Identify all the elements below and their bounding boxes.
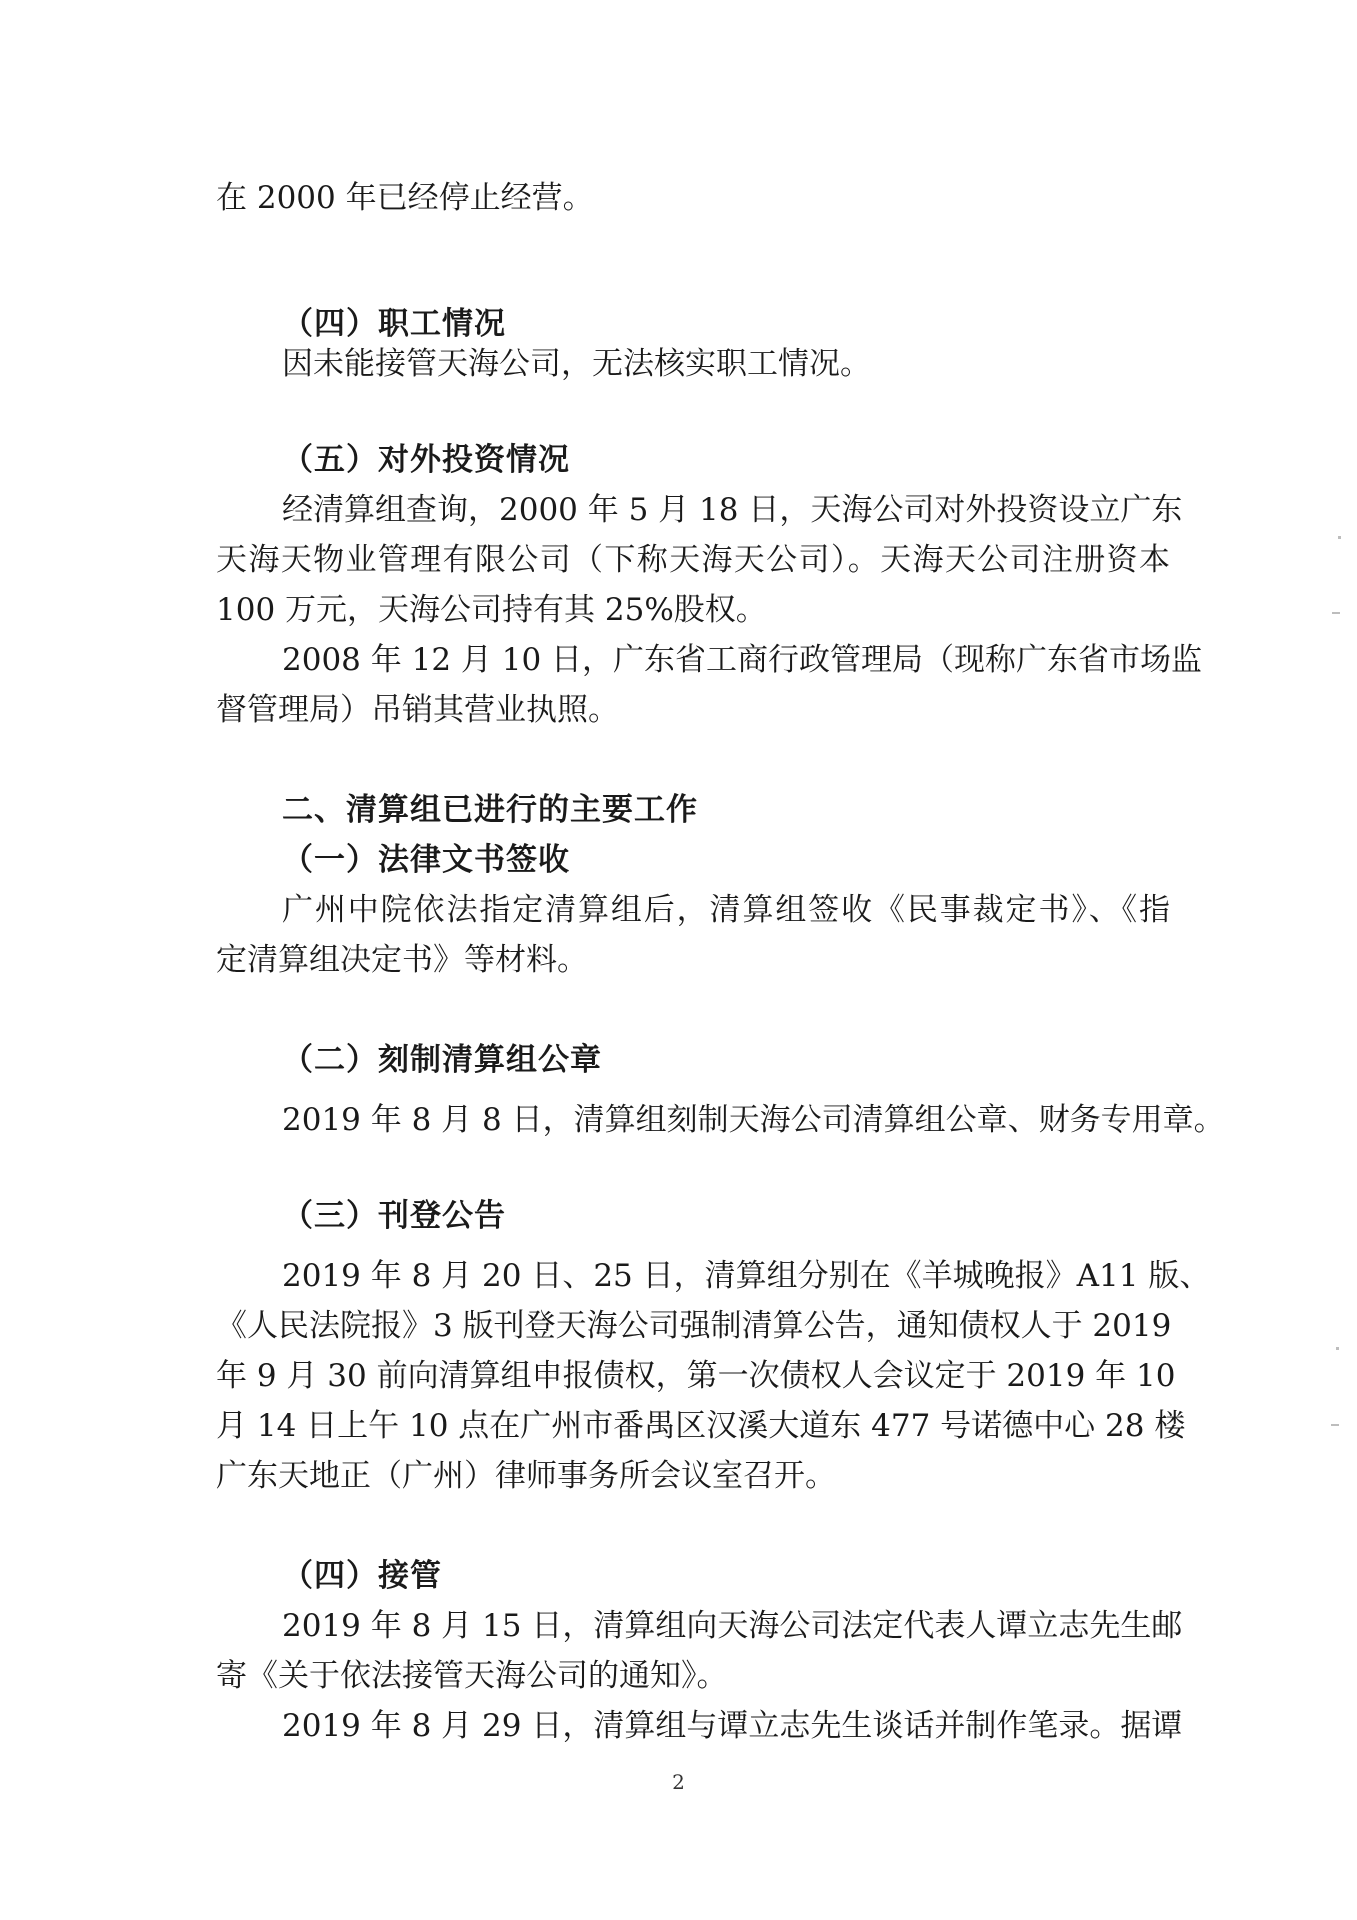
section-heading: （二）刻制清算组公章 — [282, 1042, 602, 1078]
section-heading: （三）刊登公告 — [282, 1198, 506, 1234]
body-line: 在 2000 年已经停止经营。 — [216, 180, 594, 216]
body-line: 广州中院依法指定清算组后，清算组签收《民事裁定书》、《指 — [282, 892, 1170, 928]
body-line: 2019 年 8 月 29 日，清算组与谭立志先生谈话并制作笔录。据谭 — [282, 1708, 1183, 1744]
body-line: 天海天物业管理有限公司（下称天海天公司）。天海天公司注册资本 — [216, 542, 1170, 578]
body-line: 《人民法院报》3 版刊登天海公司强制清算公告，通知债权人于 2019 — [216, 1308, 1172, 1344]
section-heading: （一）法律文书签收 — [282, 842, 570, 878]
body-line: 督管理局）吊销其营业执照。 — [216, 692, 619, 728]
scan-mark — [1338, 536, 1341, 539]
body-line: 定清算组决定书》等材料。 — [216, 942, 588, 978]
body-line: 年 9 月 30 前向清算组申报债权，第一次债权人会议定于 2019 年 10 — [216, 1358, 1176, 1394]
body-line: 2019 年 8 月 20 日、25 日，清算组分别在《羊城晚报》A11 版、 — [282, 1258, 1211, 1294]
section-heading: （四）职工情况 — [282, 306, 506, 342]
body-line: 广东天地正（广州）律师事务所会议室召开。 — [216, 1458, 836, 1494]
scan-mark — [1332, 612, 1340, 614]
body-line: 2019 年 8 月 8 日，清算组刻制天海公司清算组公章、财务专用章。 — [282, 1102, 1225, 1138]
body-line: 因未能接管天海公司，无法核实职工情况。 — [282, 346, 871, 382]
body-line: 经清算组查询，2000 年 5 月 18 日，天海公司对外投资设立广东 — [282, 492, 1183, 528]
section-heading: （五）对外投资情况 — [282, 442, 570, 478]
body-line: 寄《关于依法接管天海公司的通知》。 — [216, 1658, 728, 1694]
scan-mark — [1331, 1424, 1339, 1426]
scan-mark — [1336, 1347, 1339, 1350]
body-line: 月 14 日上午 10 点在广州市番禺区汉溪大道东 477 号诺德中心 28 楼 — [216, 1408, 1186, 1444]
section-heading: （四）接管 — [282, 1558, 442, 1594]
body-line: 2008 年 12 月 10 日，广东省工商行政管理局（现称广东省市场监 — [282, 642, 1203, 678]
chapter-heading: 二、清算组已进行的主要工作 — [282, 792, 698, 828]
page-number: 2 — [672, 1770, 685, 1794]
body-line: 100 万元，天海公司持有其 25%股权。 — [216, 592, 767, 628]
body-line: 2019 年 8 月 15 日，清算组向天海公司法定代表人谭立志先生邮 — [282, 1608, 1183, 1644]
